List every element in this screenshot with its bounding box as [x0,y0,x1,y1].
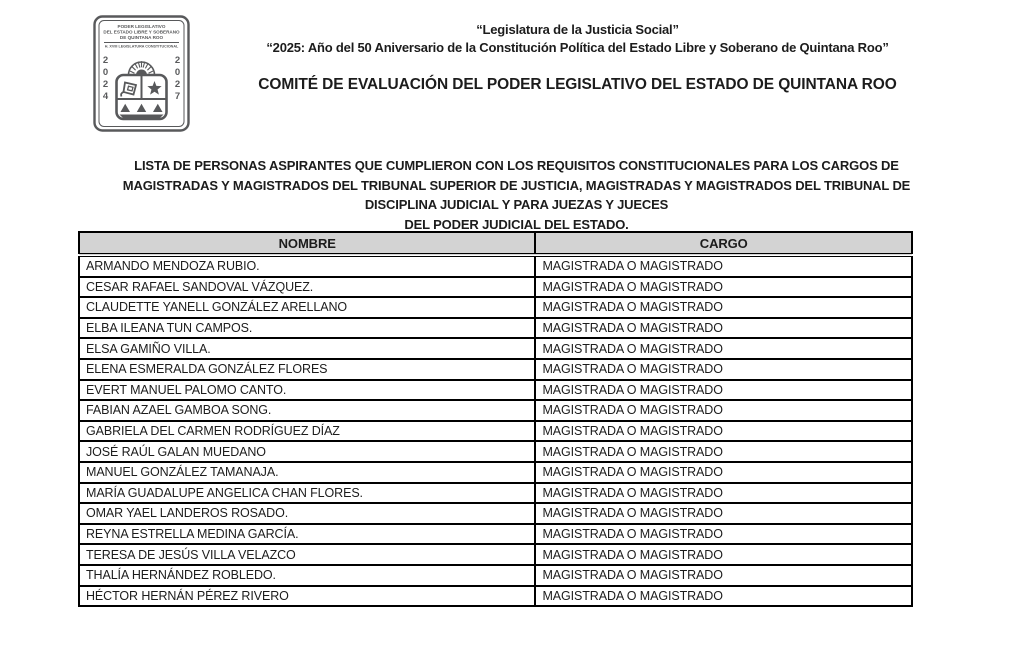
aspirant-cargo: MAGISTRADA O MAGISTRADO [535,503,912,524]
list-title-line-3: DISCIPLINA JUDICIAL Y PARA JUEZAS Y JUECES [364,197,669,212]
list-title-line-4: DEL PODER JUDICIAL DEL ESTADO. [404,216,629,232]
aspirant-name: OMAR YAEL LANDEROS ROSADO. [79,503,535,524]
aspirant-name: EVERT MANUEL PALOMO CANTO. [79,380,535,401]
svg-text:2: 2 [174,55,181,66]
table-body [79,255,912,606]
aspirant-name: REYNA ESTRELLA MEDINA GARCÍA. [79,524,535,545]
logo-org-line1: PODER LEGISLATIVO [117,24,166,29]
aspirant-name: TERESA DE JESÚS VILLA VELAZCO [79,544,535,565]
table-row [79,297,912,318]
aspirant-cargo: MAGISTRADA O MAGISTRADO [535,359,912,380]
aspirants-table-wrap [78,231,913,607]
table-row [79,565,912,586]
aspirants-table [78,231,913,607]
shield-icon [117,75,167,119]
table-row [79,359,912,380]
aspirant-cargo: MAGISTRADA O MAGISTRADO [535,400,912,421]
aspirant-name: MANUEL GONZÁLEZ TAMANAJA. [79,462,535,483]
svg-text:0: 0 [174,67,181,78]
aspirant-name: ARMANDO MENDOZA RUBIO. [79,255,535,277]
logo-org-line3: DE QUINTANA ROO [119,35,164,41]
aspirant-name: HÉCTOR HERNÁN PÉREZ RIVERO [79,586,535,607]
table-row [79,503,912,524]
svg-text:7: 7 [174,91,181,102]
table-row [79,462,912,483]
logo-org-line2: DEL ESTADO LIBRE Y SOBERANO [103,29,180,35]
aspirant-name: CESAR RAFAEL SANDOVAL VÁZQUEZ. [79,277,535,298]
aspirant-name: ELBA ILEANA TUN CAMPOS. [79,318,535,339]
aspirant-cargo: MAGISTRADA O MAGISTRADO [535,524,912,545]
list-title-line-1: LISTA DE PERSONAS ASPIRANTES QUE CUMPLIERON CON LOS REQUISITOS CONSTITUCIONALES PARA LOS CARGOS DE [134,158,899,173]
aspirant-cargo: MAGISTRADA O MAGISTRADO [535,441,912,462]
aspirant-name: JOSÉ RAÚL GALAN MUEDANO [79,441,535,462]
aspirant-name: CLAUDETTE YANELL GONZÁLEZ ARELLANO [79,297,535,318]
committee-title: COMITÉ DE EVALUACIÓN DEL PODER LEGISLATIVO DEL ESTADO DE QUINTANA ROO [258,76,897,93]
aspirant-cargo: MAGISTRADA O MAGISTRADO [535,380,912,401]
table-row [79,277,912,298]
aspirant-name: THALÍA HERNÁNDEZ ROBLEDO. [79,565,535,586]
table-row [79,421,912,442]
table-row [79,524,912,545]
aspirant-name: FABIAN AZAEL GAMBOA SONG. [79,400,535,421]
svg-text:2: 2 [102,79,109,90]
column-header-cargo: CARGO [535,232,912,255]
aspirant-name: ELENA ESMERALDA GONZÁLEZ FLORES [79,359,535,380]
aspirant-cargo: MAGISTRADA O MAGISTRADO [535,483,912,504]
triangles-icon [120,104,164,119]
table-row [79,586,912,607]
aspirant-cargo: MAGISTRADA O MAGISTRADO [535,318,912,339]
table-row [79,544,912,565]
table-row [79,441,912,462]
aspirant-cargo: MAGISTRADA O MAGISTRADO [535,421,912,442]
logo-year-left [103,55,109,102]
aspirant-cargo: MAGISTRADA O MAGISTRADO [535,462,912,483]
legislature-logo-svg [93,15,190,132]
svg-text:2: 2 [102,55,109,66]
svg-text:0: 0 [102,67,109,78]
table-header-row [79,232,912,255]
aspirant-name: ELSA GAMIÑO VILLA. [79,338,535,359]
document-header [195,21,960,94]
table-row [79,483,912,504]
column-header-nombre: NOMBRE [79,232,535,255]
logo-legislature-line: H. XVIII LEGISLATURA CONSTITUCIONAL [104,44,179,49]
aspirant-cargo: MAGISTRADA O MAGISTRADO [535,586,912,607]
sunburst-icon [129,61,155,75]
list-title-line-2: MAGISTRADAS Y MAGISTRADOS DEL TRIBUNAL SUPERIOR DE JUSTICIA, MAGISTRADAS Y MAGISTRADOS DEL TRIBUNAL DE [122,177,911,193]
svg-text:2: 2 [174,79,181,90]
table-row [79,400,912,421]
aspirant-cargo: MAGISTRADA O MAGISTRADO [535,277,912,298]
motto-line: “Legislatura de la Justicia Social” [476,22,679,37]
aspirant-cargo: MAGISTRADA O MAGISTRADO [535,255,912,277]
aspirant-name: MARÍA GUADALUPE ANGELICA CHAN FLORES. [79,483,535,504]
table-row [79,255,912,277]
year-legend-line: “2025: Año del 50 Aniversario de la Constitución Política del Estado Libre y Soberano de Quintana Roo” [266,40,889,55]
aspirant-cargo: MAGISTRADA O MAGISTRADO [535,565,912,586]
table-row [79,338,912,359]
legislature-logo [93,15,190,132]
list-title [0,156,1033,234]
aspirant-name: GABRIELA DEL CARMEN RODRÍGUEZ DÍAZ [79,421,535,442]
table-row [79,380,912,401]
aspirant-cargo: MAGISTRADA O MAGISTRADO [535,544,912,565]
svg-text:4: 4 [102,91,109,102]
logo-year-right [175,55,180,102]
aspirant-cargo: MAGISTRADA O MAGISTRADO [535,297,912,318]
aspirant-cargo: MAGISTRADA O MAGISTRADO [535,338,912,359]
table-row [79,318,912,339]
